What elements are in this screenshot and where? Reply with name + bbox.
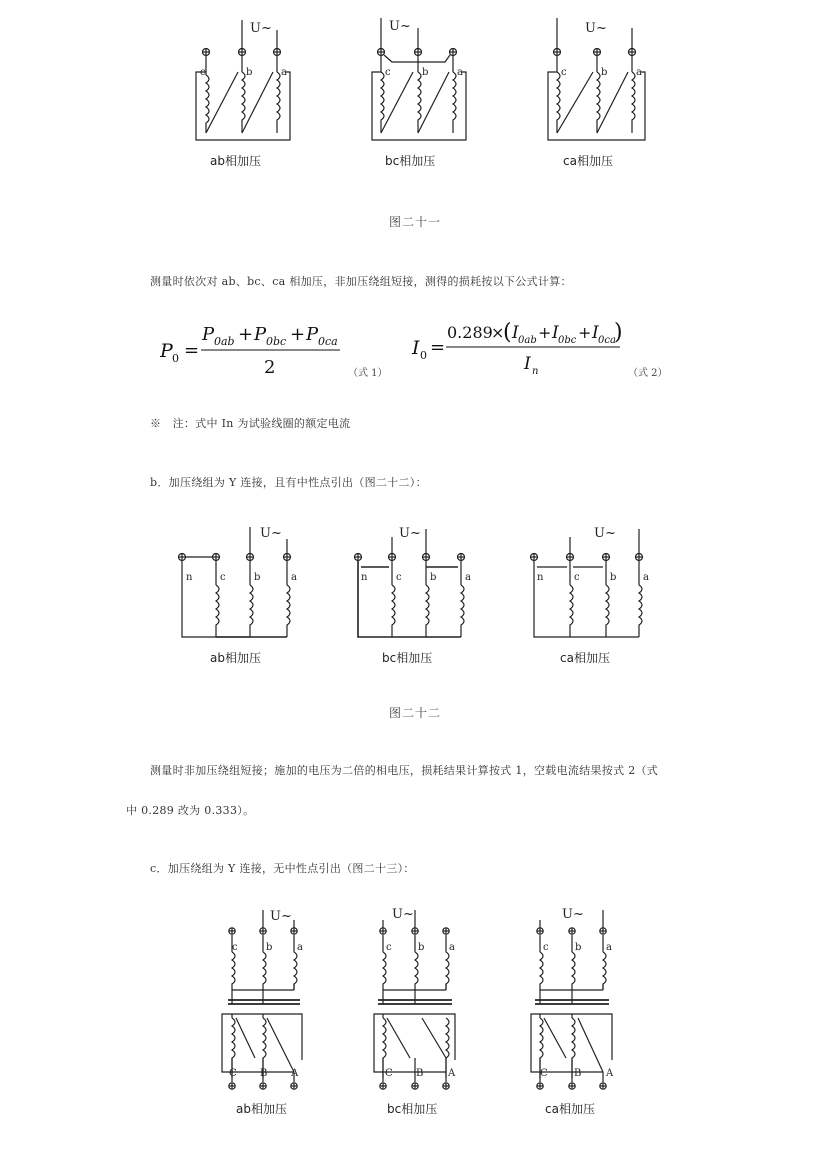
fig21-diagram-bc: [372, 18, 466, 140]
fig21-diagram-ca: [548, 18, 645, 140]
fig21-ca-caption: ca相加压: [563, 154, 613, 168]
f1-num-plus2: +: [290, 324, 306, 345]
figure-21: [0, 0, 827, 180]
f2-sub2: 0bc: [558, 335, 577, 346]
fig23-bc-terminal-c: c: [386, 942, 392, 953]
f1-lhs-sub: 0: [172, 352, 179, 365]
f1-equals: =: [184, 340, 200, 361]
f2-tag: （式 2）: [628, 368, 668, 379]
formula-svg: [160, 316, 680, 386]
fig21-ab-terminal-b: b: [246, 67, 253, 78]
paragraph-two-phase-voltage-line1: 测量时非加压绕组短接；施加的电压为二倍的相电压，损耗结果计算按式 1，空载电流结果按式 2（式: [150, 764, 659, 777]
fig23-diagram-ca: [531, 910, 612, 1089]
fig21-ab-supply-label: U~: [250, 21, 272, 36]
fig23-ab-terminal-a: a: [297, 942, 303, 953]
f2-den-sub: n: [532, 366, 539, 377]
f2-sub3: 0ca: [598, 335, 616, 346]
fig22-ab-terminal-b: b: [254, 572, 261, 583]
formula-block: [160, 316, 680, 386]
fig23-ca-supply-label: U~: [562, 907, 584, 922]
fig23-bc-terminal-C: C: [385, 1068, 393, 1079]
fig23-bc-terminal-B: B: [416, 1068, 424, 1079]
fig22-ca-supply-label: U~: [594, 526, 616, 541]
fig21-ca-supply-label: U~: [585, 21, 607, 36]
f2-i3: I: [592, 323, 599, 343]
fig23-bc-supply-label: U~: [392, 907, 414, 922]
fig22-ab-terminal-n: n: [186, 572, 193, 583]
f1-num-sub2: 0bc: [266, 335, 287, 348]
fig22-ca-terminal-b: b: [610, 572, 617, 583]
paragraph-b: b．加压绕组为 Y 连接，且有中性点引出（图二十二）：: [150, 476, 427, 489]
f2-equals: =: [430, 337, 446, 358]
fig21-ab-terminal-a: a: [281, 67, 287, 78]
f2-lparen: (: [503, 320, 512, 345]
fig23-ab-terminal-B: B: [260, 1068, 268, 1079]
fig22-ca-terminal-a: a: [643, 572, 649, 583]
figure-22-svg: [0, 515, 827, 675]
fig23-bc-terminal-a: a: [449, 942, 455, 953]
f1-num-p3: P: [306, 324, 319, 345]
fig23-ca-terminal-A: A: [606, 1068, 614, 1079]
f2-times: ×: [491, 323, 505, 342]
fig23-diagram-ab: [222, 910, 302, 1089]
fig21-ca-terminal-b: b: [601, 67, 608, 78]
f2-coef: 0.289: [447, 323, 493, 342]
fig23-bc-caption: bc相加压: [387, 1102, 438, 1116]
fig23-diagram-bc: [374, 910, 455, 1089]
fig22-ab-terminal-c: c: [220, 572, 226, 583]
fig23-ca-terminal-a: a: [606, 942, 612, 953]
fig22-ab-caption: ab相加压: [210, 651, 261, 665]
f2-rparen: ): [614, 320, 623, 345]
fig23-ca-terminal-c: c: [543, 942, 549, 953]
fig23-ab-terminal-A: A: [291, 1068, 299, 1079]
fig21-ca-terminal-c: c: [561, 67, 567, 78]
f1-num-sub3: 0ca: [318, 335, 338, 348]
figure-22: [0, 515, 827, 675]
fig22-ca-terminal-n: n: [537, 572, 544, 583]
note-rated-current: ※ 注：式中 In 为试验线圈的额定电流: [150, 417, 351, 430]
fig21-ca-terminal-a: a: [636, 67, 642, 78]
fig23-ca-caption: ca相加压: [545, 1102, 595, 1116]
f1-num-plus1: +: [238, 324, 254, 345]
figure-21-svg: [0, 0, 827, 180]
fig23-ab-supply-label: U~: [270, 909, 292, 924]
f2-plus1: +: [538, 323, 552, 342]
fig21-bc-caption: bc相加压: [385, 154, 436, 168]
fig21-ab-terminal-c: c: [200, 67, 206, 78]
fig22-diagram-ab: [179, 527, 291, 637]
f1-den: 2: [264, 357, 276, 378]
f2-lhs: I: [412, 337, 420, 359]
fig21-bc-supply-label: U~: [389, 19, 411, 34]
f2-i2: I: [552, 323, 559, 343]
f1-lhs: P: [160, 340, 173, 362]
f1-num-sub1: 0ab: [214, 335, 235, 348]
fig23-ca-terminal-B: B: [574, 1068, 582, 1079]
f2-den: I: [524, 354, 531, 374]
f2-sub1: 0ab: [518, 335, 537, 346]
f1-num-p1: P: [202, 324, 215, 345]
fig22-bc-terminal-b: b: [430, 572, 437, 583]
fig23-ab-caption: ab相加压: [236, 1102, 287, 1116]
fig23-ca-terminal-b: b: [575, 942, 582, 953]
fig21-bc-terminal-c: c: [385, 67, 391, 78]
fig22-ab-supply-label: U~: [260, 526, 282, 541]
fig21-ab-caption: ab相加压: [210, 154, 261, 168]
fig22-diagram-bc: [355, 529, 465, 637]
figure-23: [0, 900, 827, 1130]
f2-plus2: +: [578, 323, 592, 342]
f2-i1: I: [512, 323, 519, 343]
fig23-bc-terminal-A: A: [448, 1068, 456, 1079]
fig23-bc-terminal-b: b: [418, 942, 425, 953]
paragraph-c: c．加压绕组为 Y 连接，无中性点引出（图二十三）：: [150, 862, 415, 875]
fig22-diagram-ca: [531, 529, 643, 637]
fig21-bc-terminal-b: b: [422, 67, 429, 78]
fig22-bc-terminal-c: c: [396, 572, 402, 583]
paragraph-measure-order: 测量时依次对 ab、bc、ca 相加压，非加压绕组短接，测得的损耗按以下公式计算：: [150, 275, 572, 288]
fig21-bc-terminal-a: a: [457, 67, 463, 78]
f1-num-p2: P: [254, 324, 267, 345]
fig23-ab-terminal-b: b: [266, 942, 273, 953]
figure-21-caption: 图二十一: [389, 215, 442, 229]
figure-23-svg: [0, 900, 827, 1130]
fig21-diagram-ab: [196, 20, 290, 140]
fig22-bc-terminal-a: a: [465, 572, 471, 583]
fig22-ab-terminal-a: a: [291, 572, 297, 583]
fig22-ca-terminal-c: c: [574, 572, 580, 583]
paragraph-two-phase-voltage-line2: 中 0.289 改为 0.333）。: [126, 804, 255, 817]
fig23-ab-terminal-c: c: [232, 942, 238, 953]
f1-tag: （式 1）: [348, 368, 388, 379]
fig23-ab-terminal-C: C: [229, 1068, 237, 1079]
fig22-bc-terminal-n: n: [361, 572, 368, 583]
fig22-bc-supply-label: U~: [399, 526, 421, 541]
fig22-ca-caption: ca相加压: [560, 651, 610, 665]
figure-22-caption: 图二十二: [389, 706, 442, 720]
f2-lhs-sub: 0: [420, 349, 427, 362]
fig22-bc-caption: bc相加压: [382, 651, 433, 665]
fig23-ca-terminal-C: C: [540, 1068, 548, 1079]
